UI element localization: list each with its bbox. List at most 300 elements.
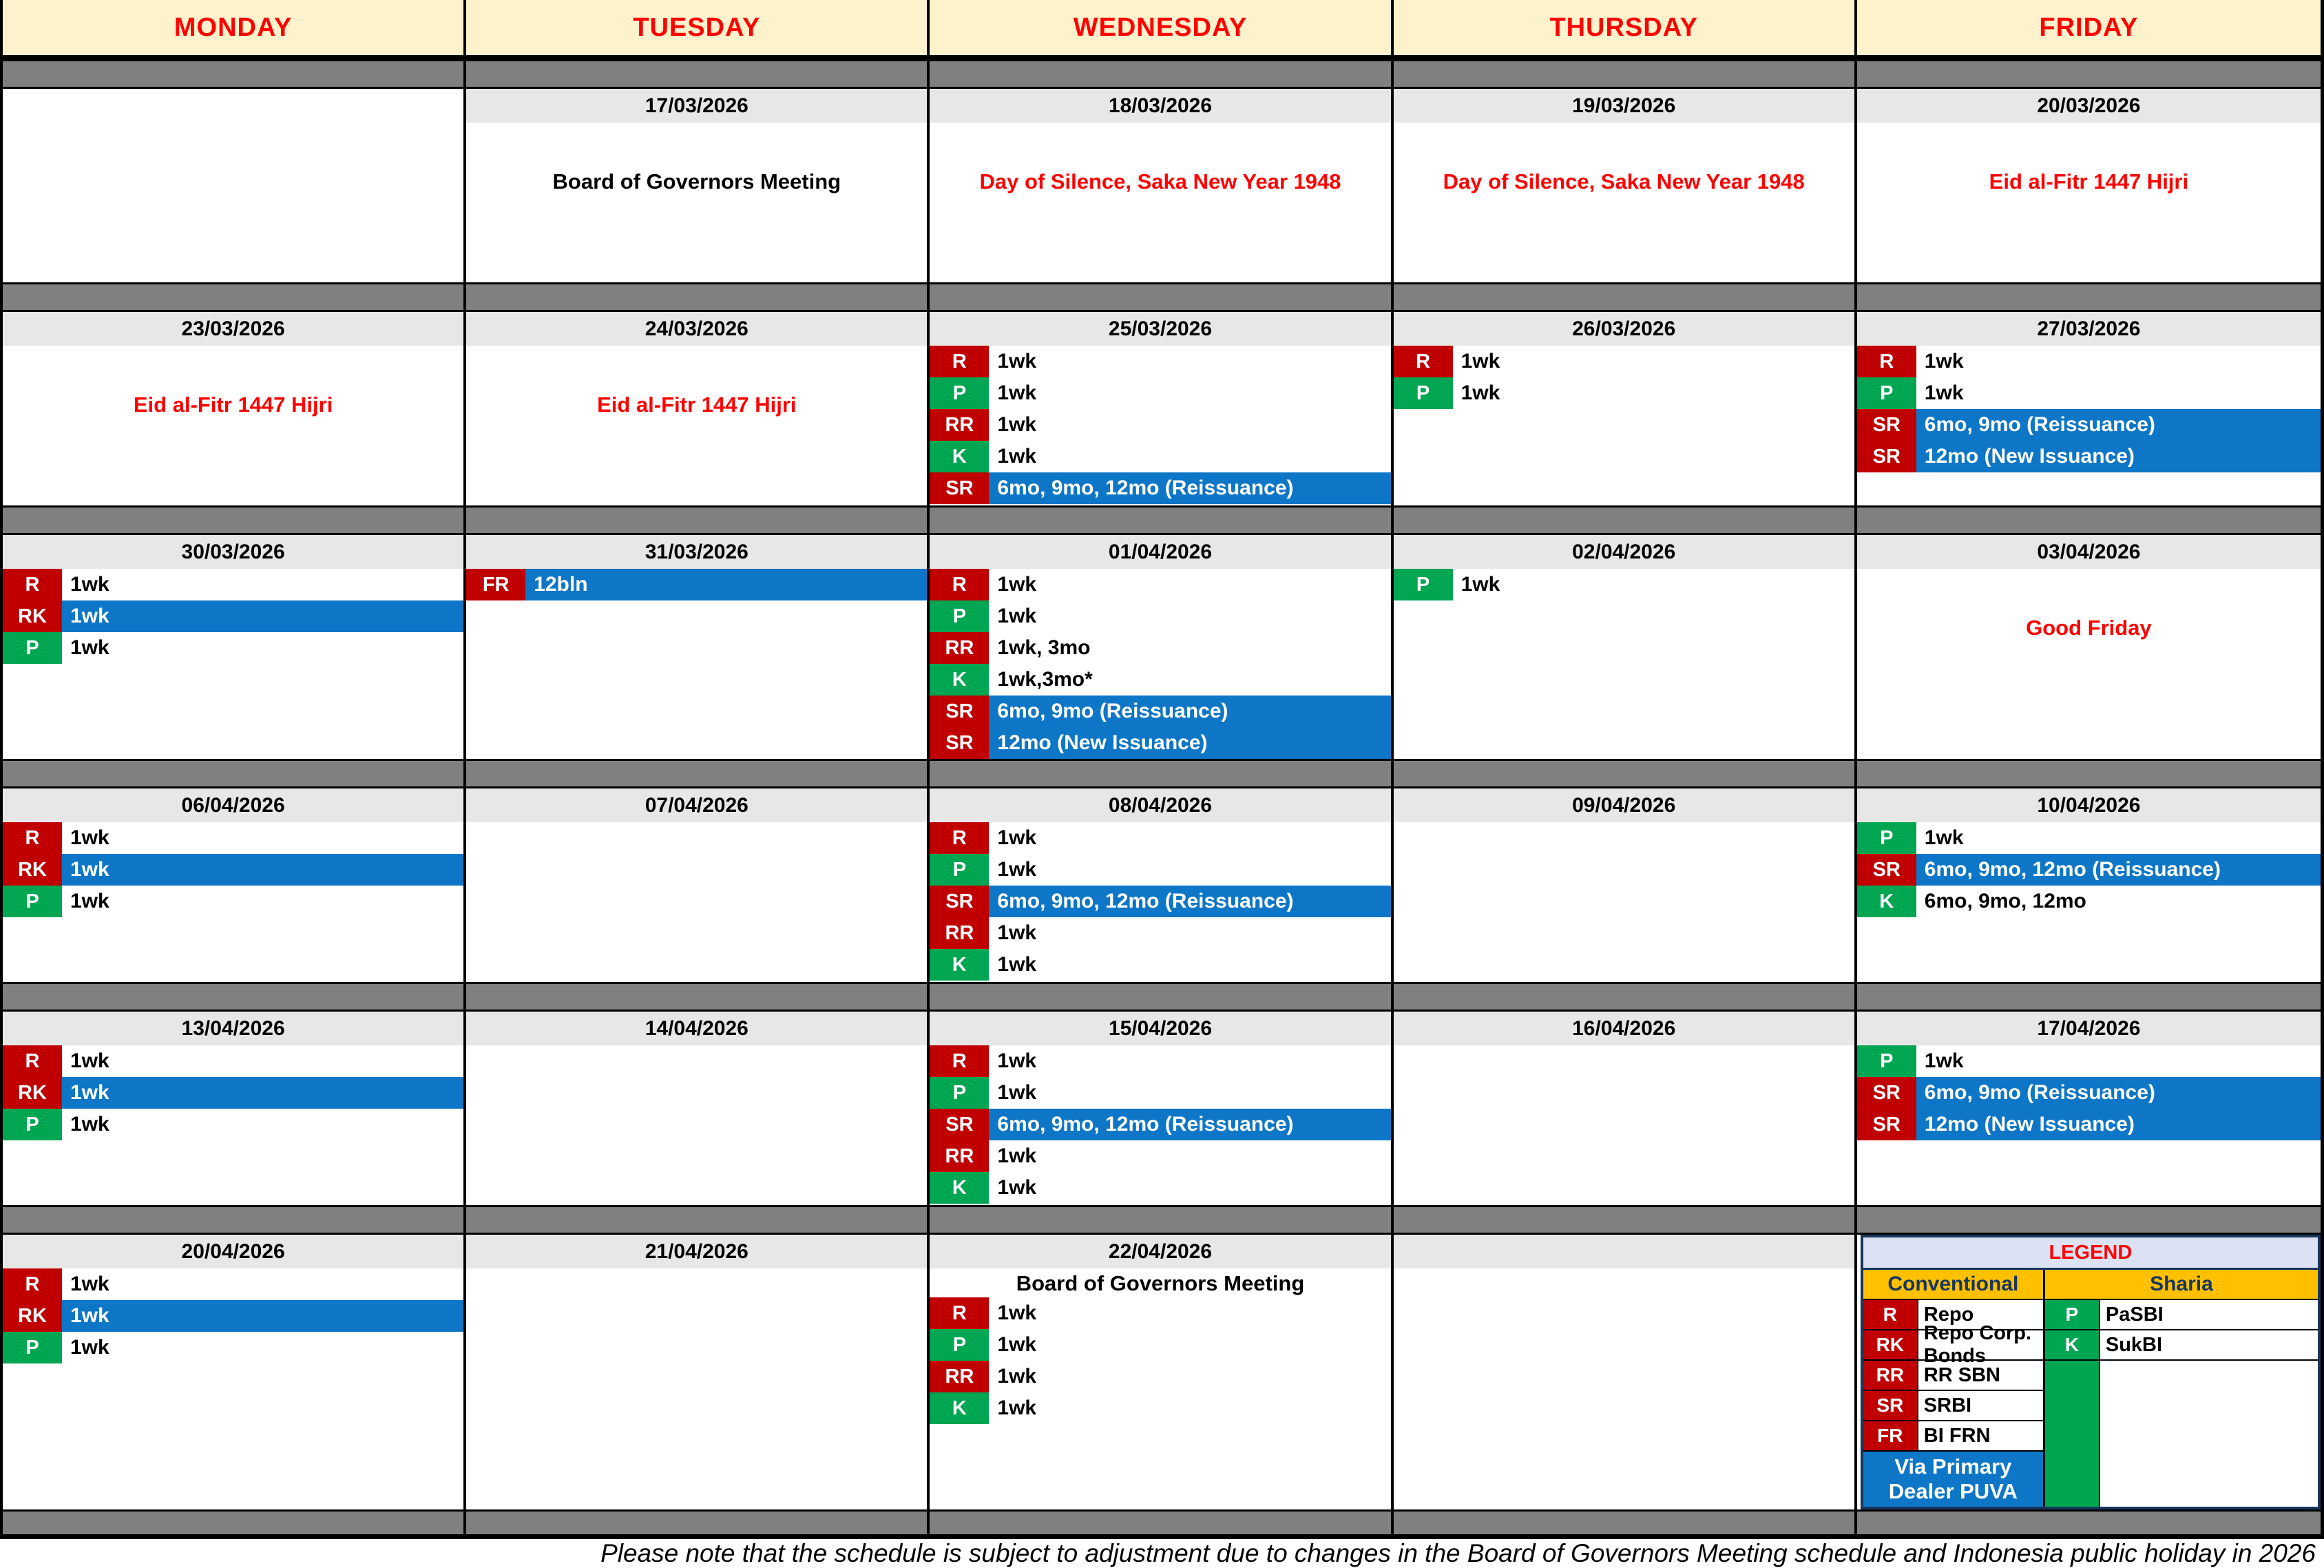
separator-cell — [930, 508, 1393, 533]
event-label: 1wk — [997, 1302, 1037, 1324]
legend-item-tag: RK — [1863, 1330, 1918, 1359]
legend-item-tag: R — [1863, 1300, 1918, 1329]
separator-cell — [1394, 1512, 1857, 1534]
event-label: 6mo, 9mo, 12mo (Reissuance) — [989, 472, 1390, 504]
event-row — [3, 1300, 463, 1332]
event-label: 1wk — [997, 1397, 1037, 1419]
event-row — [1857, 1109, 2321, 1140]
event-tag: P — [930, 377, 989, 409]
week-row — [3, 89, 2321, 282]
event-label: 1wk — [62, 1300, 463, 1332]
event-label: 1wk — [1924, 350, 1964, 373]
event-tag: R — [1394, 346, 1453, 377]
date-label: 30/03/2026 — [3, 535, 463, 569]
event-row — [3, 1077, 463, 1109]
day-content — [3, 346, 463, 505]
separator-row — [3, 982, 2321, 1012]
event-label: 1wk — [997, 413, 1037, 436]
date-label: 14/04/2026 — [466, 1012, 927, 1045]
event-row — [1857, 854, 2321, 886]
day-cell — [1394, 312, 1857, 505]
separator-cell — [930, 984, 1393, 1010]
separator-row — [3, 282, 2321, 312]
day-cell — [3, 788, 466, 982]
legend-item-value: SRBI — [1923, 1394, 1972, 1417]
holiday-note: Day of Silence, Saka New Year 1948 — [979, 169, 1341, 194]
event-row — [930, 409, 1390, 441]
event-tag: RR — [930, 409, 989, 441]
event-label: 1wk — [997, 953, 1037, 976]
separator-cell — [466, 508, 930, 533]
event-tag: RR — [930, 1361, 989, 1392]
day-cell — [3, 89, 466, 282]
date-label: 20/04/2026 — [3, 1235, 463, 1268]
separator-row — [3, 759, 2321, 788]
event-tag: P — [1394, 569, 1453, 600]
separator-row — [3, 1509, 2321, 1539]
day-content — [1394, 1268, 1854, 1509]
date-label: 22/04/2026 — [930, 1235, 1390, 1268]
event-tag: P — [3, 1109, 62, 1140]
event-row — [930, 472, 1390, 504]
separator-cell — [3, 761, 466, 786]
event-label: 1wk — [70, 573, 109, 596]
date-label: 09/04/2026 — [1394, 788, 1854, 822]
event-tag: SR — [930, 1109, 989, 1140]
event-label: 1wk, 3mo* — [997, 668, 1093, 691]
separator-cell — [1857, 1512, 2321, 1534]
day-content — [1394, 346, 1854, 505]
event-row — [1857, 377, 2321, 409]
separator-cell — [1394, 284, 1857, 310]
event-row — [930, 1392, 1390, 1424]
event-label: 1wk — [70, 890, 109, 912]
event-tag: SR — [930, 472, 989, 504]
event-row — [930, 949, 1390, 981]
event-row — [930, 1361, 1390, 1392]
event-label: 6mo, 9mo, 12mo (Reissuance) — [989, 886, 1390, 917]
event-tag: SR — [1857, 409, 1916, 441]
event-row — [930, 1140, 1390, 1172]
day-cell — [466, 89, 930, 282]
event-tag: SR — [1857, 441, 1916, 472]
event-label: 1wk — [997, 1365, 1037, 1388]
holiday-note: Eid al-Fitr 1447 Hijri — [597, 393, 797, 417]
day-cell — [930, 1235, 1393, 1509]
separator-cell — [1857, 508, 2321, 533]
separator-cell — [466, 984, 930, 1010]
day-content — [466, 346, 927, 505]
day-cell — [930, 788, 1393, 982]
event-label: 1wk — [997, 858, 1037, 881]
event-tag: SR — [1857, 1077, 1916, 1109]
event-label: 6mo, 9mo (Reissuance) — [989, 696, 1390, 727]
legend-item-tag: P — [2045, 1300, 2100, 1329]
event-row — [1857, 346, 2321, 377]
event-label: 1wk — [70, 636, 109, 659]
weekday-header-row — [3, 0, 2321, 59]
event-tag: RR — [930, 1140, 989, 1172]
event-label: 1wk — [997, 1049, 1037, 1072]
date-label: 13/04/2026 — [3, 1012, 463, 1045]
event-row — [930, 727, 1390, 759]
event-row — [930, 696, 1390, 727]
event-tag: RR — [930, 917, 989, 949]
week-row — [3, 788, 2321, 982]
separator-cell — [3, 1512, 466, 1534]
week-row — [3, 1012, 2321, 1205]
event-row — [3, 854, 463, 886]
separator-cell — [1394, 508, 1857, 533]
separator-cell — [1857, 984, 2321, 1010]
legend-box — [1861, 1235, 2321, 1509]
event-row — [1857, 441, 2321, 472]
event-tag: P — [930, 600, 989, 632]
event-tag: R — [930, 822, 989, 854]
meeting-note: Board of Governors Meeting — [552, 169, 841, 194]
event-row — [1394, 346, 1854, 377]
event-row — [3, 886, 463, 917]
event-tag: FR — [466, 569, 525, 600]
weekday-header: FRIDAY — [1857, 0, 2321, 55]
event-row — [3, 569, 463, 600]
date-label: 08/04/2026 — [930, 788, 1390, 822]
legend-item-row — [2045, 1300, 2318, 1330]
date-label: 03/04/2026 — [1857, 535, 2321, 569]
separator-cell — [466, 1207, 930, 1233]
separator-cell — [930, 61, 1393, 87]
day-cell — [3, 535, 466, 759]
event-row — [1857, 409, 2321, 441]
event-row — [930, 441, 1390, 472]
event-row — [466, 569, 927, 600]
event-row — [1857, 1077, 2321, 1109]
event-row — [3, 1268, 463, 1300]
event-row — [930, 569, 1390, 600]
event-tag: P — [1394, 377, 1453, 409]
event-label: 1wk — [1461, 350, 1500, 373]
legend-sharia-filler — [2045, 1361, 2318, 1507]
day-cell — [930, 312, 1393, 505]
event-tag: K — [930, 1172, 989, 1204]
day-cell — [3, 1235, 466, 1509]
day-cell — [3, 312, 466, 505]
date-label: 10/04/2026 — [1857, 788, 2321, 822]
event-label: 1wk — [997, 605, 1037, 627]
event-label: 1wk — [1924, 826, 1964, 849]
date-label: 15/04/2026 — [930, 1012, 1390, 1045]
day-cell — [1857, 1012, 2321, 1205]
day-cell — [466, 312, 930, 505]
event-row — [1857, 822, 2321, 854]
legend-item-row — [1863, 1391, 2043, 1421]
day-cell — [1394, 535, 1857, 759]
holiday-note: Good Friday — [2026, 616, 2152, 640]
event-tag: SR — [930, 696, 989, 727]
legend-item-row — [2045, 1330, 2318, 1361]
separator-cell — [3, 508, 466, 533]
day-content — [3, 89, 463, 282]
event-row — [930, 632, 1390, 664]
event-label: 1wk — [997, 921, 1037, 944]
legend-body — [1863, 1270, 2318, 1507]
separator-cell — [466, 761, 930, 786]
event-row — [1857, 886, 2321, 917]
legend-item-value: PaSBI — [2105, 1303, 2164, 1326]
day-cell — [930, 1012, 1393, 1205]
day-content — [1857, 123, 2321, 282]
event-tag: R — [1857, 346, 1916, 377]
legend-conventional-header: Conventional — [1863, 1270, 2043, 1300]
separator-row — [3, 59, 2321, 89]
day-content — [3, 1268, 463, 1509]
weekday-header: THURSDAY — [1394, 0, 1857, 55]
day-cell — [466, 535, 930, 759]
day-content — [466, 1268, 927, 1509]
event-label: 12mo (New Issuance) — [989, 727, 1390, 759]
event-label: 6mo, 9mo (Reissuance) — [1916, 409, 2321, 441]
day-cell — [1394, 1012, 1857, 1205]
event-label: 1wk — [62, 854, 463, 886]
separator-cell — [930, 761, 1393, 786]
separator-cell — [3, 1207, 466, 1233]
event-tag: RK — [3, 854, 62, 886]
separator-cell — [930, 284, 1393, 310]
date-label: 23/03/2026 — [3, 312, 463, 346]
day-cell — [1857, 535, 2321, 759]
separator-row — [3, 1205, 2321, 1235]
day-cell — [930, 535, 1393, 759]
weekday-header: TUESDAY — [466, 0, 930, 55]
event-label: 12mo (New Issuance) — [1916, 1109, 2321, 1140]
day-content — [1394, 569, 1854, 759]
legend-item-value: BI FRN — [1923, 1424, 1991, 1447]
event-tag: SR — [1857, 1109, 1916, 1140]
day-cell — [1394, 1235, 1857, 1509]
legend-empty-block — [2100, 1361, 2318, 1507]
separator-cell — [1394, 761, 1857, 786]
day-content — [1857, 822, 2321, 982]
event-label: 6mo, 9mo, 12mo (Reissuance) — [989, 1109, 1390, 1140]
weekday-header: WEDNESDAY — [930, 0, 1393, 55]
event-tag: P — [930, 1077, 989, 1109]
event-label: 1wk — [70, 1273, 109, 1295]
event-label: 1wk — [1924, 1049, 1964, 1072]
day-content — [3, 822, 463, 982]
date-label: 21/04/2026 — [466, 1235, 927, 1268]
separator-cell — [1394, 984, 1857, 1010]
event-label: 1wk — [997, 1081, 1037, 1104]
day-content — [466, 569, 927, 759]
event-tag: P — [1857, 822, 1916, 854]
legend-green-block — [2045, 1361, 2100, 1507]
event-row — [3, 1045, 463, 1077]
day-cell — [1394, 788, 1857, 982]
event-label: 1wk — [62, 1077, 463, 1109]
event-label: 1wk, 3mo — [997, 636, 1091, 659]
date-label: 18/03/2026 — [930, 89, 1390, 123]
event-tag: K — [930, 1392, 989, 1424]
day-content — [1857, 569, 2321, 759]
legend-item-value: Repo — [1923, 1303, 1974, 1326]
event-tag: R — [3, 1045, 62, 1077]
date-label: 02/04/2026 — [1394, 535, 1854, 569]
event-label: 1wk — [70, 1113, 109, 1136]
legend-puva-note: Via Primary Dealer PUVA — [1863, 1452, 2043, 1507]
week-row — [3, 535, 2321, 759]
day-cell — [466, 788, 930, 982]
event-tag: K — [1857, 886, 1916, 917]
event-label: 1wk — [1461, 573, 1500, 596]
event-tag: RK — [3, 1077, 62, 1109]
event-label: 1wk — [997, 445, 1037, 468]
event-label: 1wk — [997, 1176, 1037, 1199]
separator-cell — [466, 284, 930, 310]
event-label: 1wk — [70, 1049, 109, 1072]
day-content — [930, 123, 1390, 282]
date-label: 06/04/2026 — [3, 788, 463, 822]
event-label: 12bln — [525, 569, 927, 600]
date-label: 20/03/2026 — [1857, 89, 2321, 123]
date-label: 16/04/2026 — [1394, 1012, 1854, 1045]
event-tag: SR — [930, 727, 989, 759]
event-tag: RK — [3, 1300, 62, 1332]
legend-conventional-column — [1863, 1270, 2045, 1507]
event-row — [930, 1329, 1390, 1361]
day-content — [930, 1268, 1390, 1509]
legend-sharia-header: Sharia — [2045, 1270, 2318, 1300]
meeting-note: Board of Governors Meeting — [1016, 1271, 1305, 1295]
separator-cell — [1857, 284, 2321, 310]
date-label — [1394, 1235, 1854, 1268]
separator-cell — [3, 61, 466, 87]
day-cell — [1857, 788, 2321, 982]
event-row — [930, 822, 1390, 854]
day-content — [1394, 822, 1854, 982]
event-row — [3, 1332, 463, 1363]
day-cell — [1857, 312, 2321, 505]
event-label: 1wk — [997, 826, 1037, 849]
event-label: 12mo (New Issuance) — [1916, 441, 2321, 472]
event-tag: K — [930, 664, 989, 696]
event-tag: R — [930, 569, 989, 600]
legend-item-value: SukBI — [2105, 1333, 2163, 1356]
legend-item-tag: SR — [1863, 1391, 1918, 1420]
separator-cell — [1857, 761, 2321, 786]
day-content — [466, 1045, 927, 1205]
event-label: 6mo, 9mo, 12mo — [1924, 890, 2086, 912]
event-label: 1wk — [70, 826, 109, 849]
day-content — [3, 1045, 463, 1205]
date-label: 25/03/2026 — [930, 312, 1390, 346]
event-row — [1857, 1045, 2321, 1077]
holiday-note: Eid al-Fitr 1447 Hijri — [133, 393, 333, 417]
event-tag: SR — [930, 886, 989, 917]
separator-cell — [3, 284, 466, 310]
event-tag: P — [3, 1332, 62, 1363]
event-row — [930, 917, 1390, 949]
event-row — [930, 886, 1390, 917]
day-content — [1394, 123, 1854, 282]
day-cell — [466, 1235, 930, 1509]
date-label: 01/04/2026 — [930, 535, 1390, 569]
date-label: 19/03/2026 — [1394, 89, 1854, 123]
legend-item-row — [1863, 1322, 2043, 1367]
event-row — [930, 1077, 1390, 1109]
event-label: 1wk — [1461, 381, 1500, 404]
event-label: 1wk — [997, 1144, 1037, 1167]
event-label: 6mo, 9mo (Reissuance) — [1916, 1077, 2321, 1109]
event-tag: P — [930, 1329, 989, 1361]
day-content — [1857, 346, 2321, 505]
event-row — [930, 1297, 1390, 1329]
day-cell — [466, 1012, 930, 1205]
event-tag: SR — [1857, 854, 1916, 886]
separator-cell — [1857, 1207, 2321, 1233]
day-cell — [1857, 1235, 2321, 1509]
event-tag: P — [3, 886, 62, 917]
event-label: 1wk — [1924, 381, 1964, 404]
legend-sharia-column — [2045, 1270, 2318, 1507]
event-tag: R — [930, 346, 989, 377]
event-tag: R — [3, 822, 62, 854]
separator-cell — [466, 61, 930, 87]
event-tag: K — [930, 441, 989, 472]
separator-cell — [1394, 61, 1857, 87]
event-row — [930, 664, 1390, 696]
event-label: 6mo, 9mo, 12mo (Reissuance) — [1916, 854, 2321, 886]
event-row — [930, 377, 1390, 409]
separator-cell — [930, 1512, 1393, 1534]
event-tag: R — [3, 1268, 62, 1300]
event-row — [3, 1109, 463, 1140]
event-label: 1wk — [997, 573, 1037, 596]
event-label: 1wk — [70, 1336, 109, 1359]
legend-item-tag: K — [2045, 1330, 2100, 1359]
week-row — [3, 312, 2321, 505]
day-content — [930, 822, 1390, 982]
event-tag: R — [3, 569, 62, 600]
event-row — [930, 854, 1390, 886]
event-row — [930, 346, 1390, 377]
day-content — [466, 123, 927, 282]
date-label: 17/03/2026 — [466, 89, 927, 123]
separator-row — [3, 505, 2321, 535]
event-row — [3, 822, 463, 854]
event-tag: P — [1857, 377, 1916, 409]
day-cell — [3, 1012, 466, 1205]
date-label: 24/03/2026 — [466, 312, 927, 346]
event-row — [3, 632, 463, 664]
separator-cell — [930, 1207, 1393, 1233]
legend-item-tag: RR — [1863, 1361, 1918, 1390]
weekday-header: MONDAY — [3, 0, 466, 55]
day-content — [930, 569, 1390, 759]
event-row — [930, 1109, 1390, 1140]
event-row — [930, 1172, 1390, 1204]
event-tag: P — [930, 854, 989, 886]
event-row — [930, 600, 1390, 632]
event-tag: P — [3, 632, 62, 664]
date-label: 26/03/2026 — [1394, 312, 1854, 346]
date-label: 17/04/2026 — [1857, 1012, 2321, 1045]
separator-cell — [1857, 61, 2321, 87]
event-row — [3, 600, 463, 632]
footnote-text: Please note that the schedule is subject to adjustment due to changes in the Board of Governors Meeting schedule and Indonesia public holiday in 2026 — [600, 1539, 2316, 1567]
holiday-note: Day of Silence, Saka New Year 1948 — [1443, 169, 1805, 194]
event-tag: P — [1857, 1045, 1916, 1077]
separator-cell — [3, 984, 466, 1010]
